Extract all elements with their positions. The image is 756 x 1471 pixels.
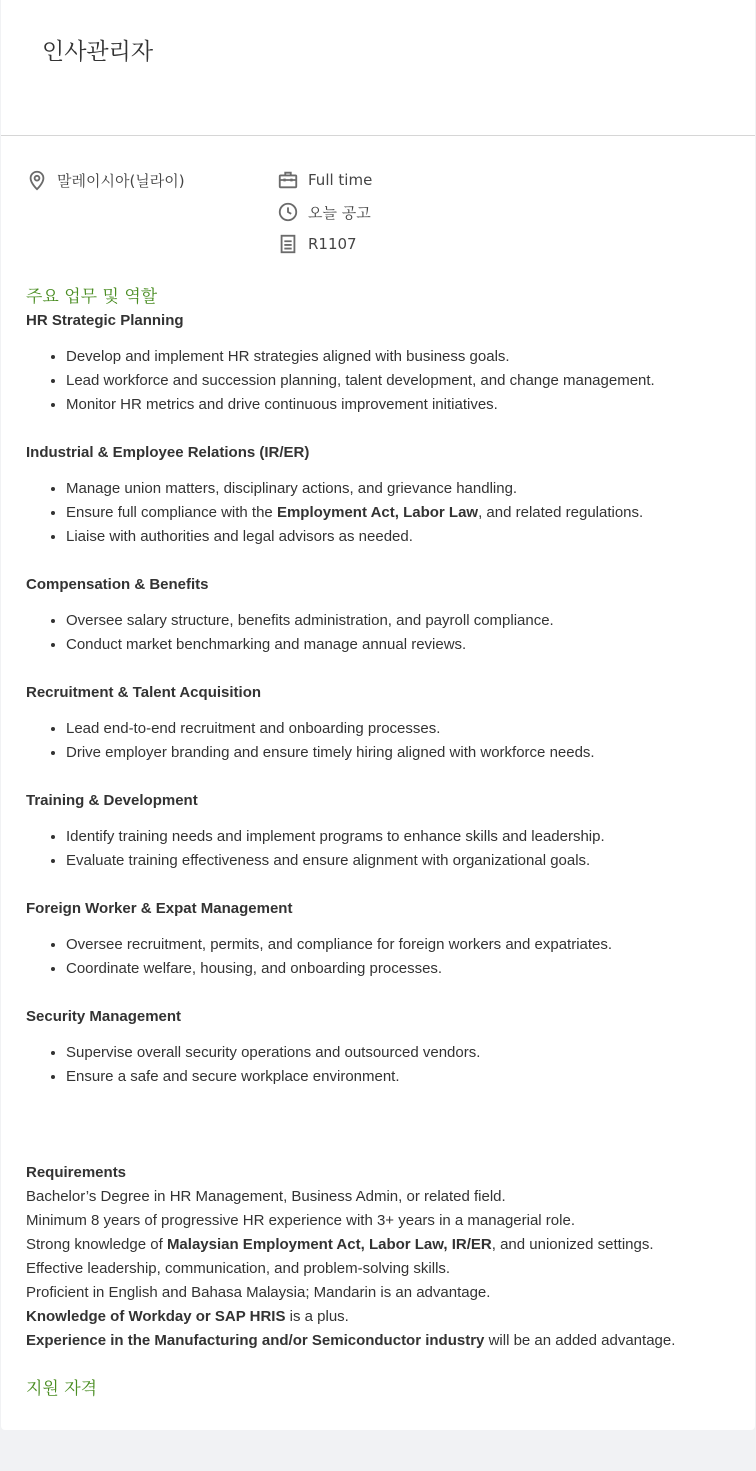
clock-icon xyxy=(277,201,299,223)
requirement-line: Bachelor’s Degree in HR Management, Business Admin, or related field. xyxy=(26,1188,506,1205)
requirement-line: Experience in the Manufacturing and/or Semiconductor industry will be an added advantage. xyxy=(26,1332,676,1349)
section-heading: Industrial & Employee Relations (IR/ER) xyxy=(26,444,310,461)
section-bullet-list xyxy=(66,825,736,873)
bold-text: Malaysian Employment Act, Labor Law, IR/ER xyxy=(166,1236,492,1253)
job-card xyxy=(1,0,755,1430)
section-bullet-list xyxy=(66,1041,736,1089)
requirement-line: Effective leadership, communication, and problem-solving skills. xyxy=(26,1260,451,1277)
posted-text: 오늘 공고 xyxy=(308,203,371,222)
list-item: • Liaise with authorities and legal advisors as needed. xyxy=(66,525,736,549)
list-item: • Supervise overall security operations and outsourced vendors. xyxy=(66,1041,736,1065)
list-item: • Manage union matters, disciplinary actions, and grievance handling. xyxy=(66,477,736,501)
qualifications-title: 지원 자격 xyxy=(26,1379,98,1399)
job-header xyxy=(1,0,755,136)
list-item: • Identify training needs and implement programs to enhance skills and leadership. xyxy=(66,825,736,849)
posted-item xyxy=(277,200,371,224)
list-item: • Lead end-to-end recruitment and onboarding processes. xyxy=(66,717,736,741)
section-heading: Foreign Worker & Expat Management xyxy=(26,900,293,917)
bold-text: Knowledge of Workday or SAP HRIS xyxy=(26,1308,286,1325)
section-bullet-list xyxy=(66,477,736,549)
requirement-line: Proficient in English and Bahasa Malaysia; Mandarin is an advantage. xyxy=(26,1284,491,1301)
document-icon xyxy=(277,233,299,255)
section-heading: Security Management xyxy=(26,1008,182,1025)
requirements-list xyxy=(26,1185,736,1353)
list-item: • Drive employer branding and ensure timely hiring aligned with workforce needs. xyxy=(66,741,736,765)
list-item: • Oversee salary structure, benefits administration, and payroll compliance. xyxy=(66,609,736,633)
section-bullet-list xyxy=(66,717,736,765)
list-item: • Oversee recruitment, permits, and compliance for foreign workers and expatriates. xyxy=(66,933,736,957)
location-pin-icon xyxy=(26,169,48,191)
job-meta xyxy=(1,168,755,268)
responsibility-sections xyxy=(26,309,736,1089)
list-item: • Coordinate welfare, housing, and onboarding processes. xyxy=(66,957,736,981)
section-heading: Training & Development xyxy=(26,792,198,809)
list-item: • Lead workforce and succession planning, talent development, and change management. xyxy=(66,369,736,393)
requirements-block xyxy=(26,1161,736,1353)
section-heading: HR Strategic Planning xyxy=(26,312,184,329)
employment-type-text: Full time xyxy=(308,171,373,189)
section-heading: Compensation & Benefits xyxy=(26,576,209,593)
bold-text: Experience in the Manufacturing and/or Semiconductor industry xyxy=(26,1332,485,1349)
req-id-item xyxy=(277,232,357,256)
list-item: • Conduct market benchmarking and manage annual reviews. xyxy=(66,633,736,657)
briefcase-icon xyxy=(277,169,299,191)
list-item: • Monitor HR metrics and drive continuous improvement initiatives. xyxy=(66,393,736,417)
requirements-heading: Requirements xyxy=(26,1164,127,1181)
bold-text: Employment Act, Labor Law xyxy=(276,504,479,521)
section-heading: Recruitment & Talent Acquisition xyxy=(26,684,262,701)
responsibilities-title: 주요 업무 및 역할 xyxy=(26,287,158,307)
list-item: • Develop and implement HR strategies aligned with business goals. xyxy=(66,345,736,369)
requirement-line: Knowledge of Workday or SAP HRIS is a plus. xyxy=(26,1308,349,1325)
requirement-line: Minimum 8 years of progressive HR experience with 3+ years in a managerial role. xyxy=(26,1212,575,1229)
section-bullet-list xyxy=(66,345,736,417)
location-text: 말레이시아(닐라이) xyxy=(57,171,185,190)
section-bullet-list xyxy=(66,933,736,981)
job-description xyxy=(26,285,736,1401)
list-item: • Ensure full compliance with the Employment Act, Labor Law, and related regulations. xyxy=(66,501,736,525)
list-item: • Evaluate training effectiveness and ensure alignment with organizational goals. xyxy=(66,849,736,873)
req-id-text: R1107 xyxy=(308,235,357,253)
list-item: • Ensure a safe and secure workplace environment. xyxy=(66,1065,736,1089)
section-bullet-list xyxy=(66,609,736,657)
job-title: 인사관리자 xyxy=(42,39,154,65)
employment-type-item xyxy=(277,168,372,192)
requirement-line: Strong knowledge of Malaysian Employment Act, Labor Law, IR/ER, and unionized settings. xyxy=(26,1236,654,1253)
location-item xyxy=(26,168,185,192)
